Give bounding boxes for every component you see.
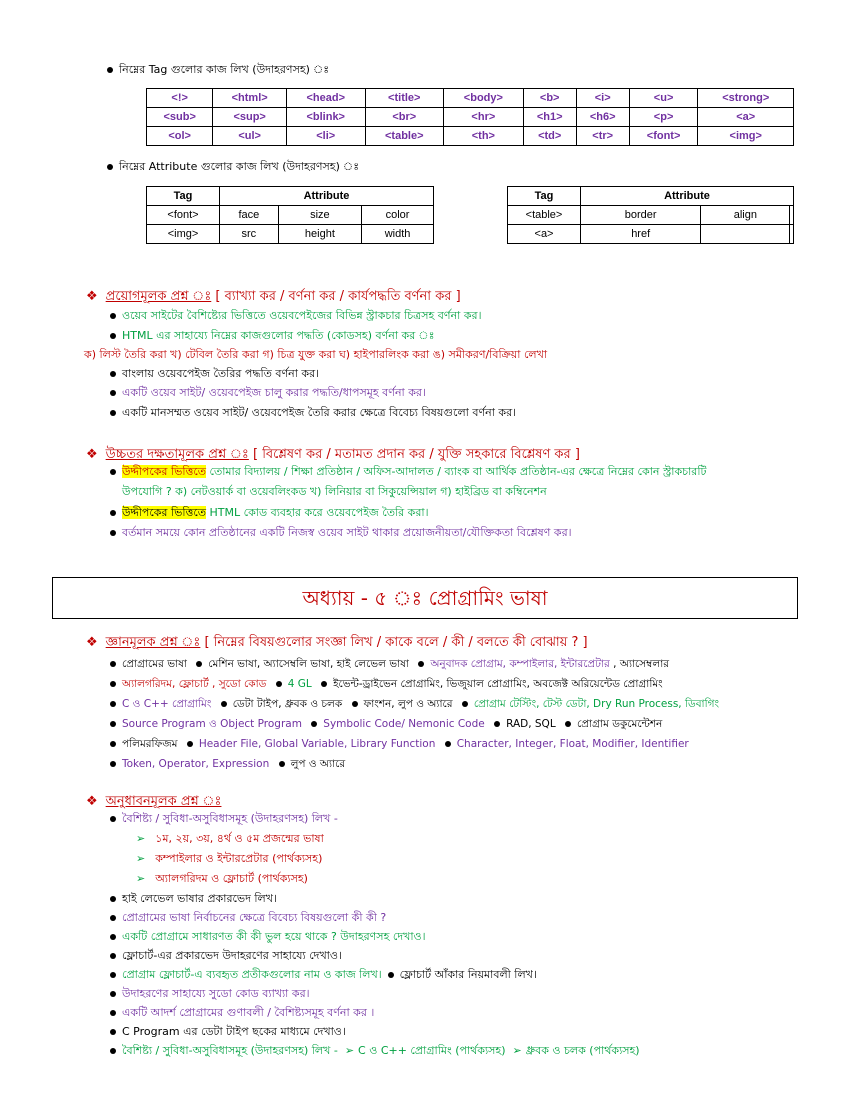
bullet-icon bbox=[352, 701, 358, 707]
knowledge-line: C ও C++ প্রোগ্রামিং ডেটা টাইপ, ধ্রুবক ও চলক ফাংশন, লুপ ও অ্যারে প্রোগ্রাম টেস্টিং, টেস্ট ডেটা, Dry Run Process, ডিবাগিং bbox=[110, 697, 719, 711]
tag-cell: <b> bbox=[523, 89, 576, 108]
bullet-icon bbox=[110, 721, 116, 727]
bullet-icon bbox=[107, 67, 113, 73]
tag-cell: <li> bbox=[286, 127, 365, 146]
knowledge-line: প্রোগ্রামের ভাষা মেশিন ভাষা, অ্যাসেম্বলি ভাষা, হাই লেভেল ভাষা অনুবাদক প্রোগ্রাম, কম্পাইলার, ইন্টারপ্রেটার , অ্যাসেম্বলার bbox=[110, 657, 669, 671]
applied-item: একটি মানসম্মত ওয়েব সাইট/ ওয়েবপেইজ তৈরি করার ক্ষেত্রে বিবেচ্য বিষয়গুলো বর্ণনা কর। bbox=[110, 406, 516, 420]
tag-cell: <img> bbox=[698, 127, 794, 146]
tag-cell: <head> bbox=[286, 89, 365, 108]
applied-item: একটি ওয়েব সাইট/ ওয়েবপেইজ চালু করার পদ্ধতি/ধাপসমূহ বর্ণনা কর। bbox=[110, 386, 426, 400]
bullet-icon bbox=[321, 681, 327, 687]
arrow-icon: ➢ bbox=[512, 1044, 522, 1057]
tag-cell: <th> bbox=[444, 127, 524, 146]
bullet-icon bbox=[110, 410, 116, 416]
attr-table-right bbox=[507, 186, 794, 244]
bullet-icon bbox=[110, 972, 116, 978]
tag-cell: <!> bbox=[147, 89, 213, 108]
attr-table-left bbox=[146, 186, 434, 244]
tag-cell: <hr> bbox=[444, 108, 524, 127]
tag-cell: <u> bbox=[629, 89, 698, 108]
applied-heading: ❖ প্রয়োগমূলক প্রশ্ন ঃ [ ব্যাখ্যা কর / বর্ণনা কর / কার্যপদ্ধতি বর্ণনা কর ] bbox=[86, 289, 461, 304]
bullet-icon bbox=[110, 313, 116, 319]
tag-cell: <i> bbox=[576, 89, 629, 108]
bullet-icon bbox=[110, 816, 116, 822]
arrow-icon: ➢ bbox=[136, 872, 146, 885]
bullet-icon bbox=[462, 701, 468, 707]
bullet-icon bbox=[279, 761, 285, 767]
tag-cell: <ul> bbox=[213, 127, 287, 146]
tag-cell: <ol> bbox=[147, 127, 213, 146]
higher-item: বর্তমান সময়ে কোন প্রতিষ্ঠানের একটি নিজস্ব ওয়েব সাইট থাকার প্রয়োজনীয়তা/যৌক্তিকতা বিশ্লেষণ কর। bbox=[110, 526, 572, 540]
tag-cell: <p> bbox=[629, 108, 698, 127]
bullet-icon bbox=[110, 915, 116, 921]
comprehension-item: বৈশিষ্ট্য / সুবিধা-অসুবিধাসমূহ (উদাহরণসহ) লিখ - ➢ C ও C++ প্রোগ্রামিং (পার্থক্যসহ) ➢ ধ্রুবক ও চলক (পার্থক্যসহ) bbox=[110, 1044, 640, 1058]
comprehension-subitem: ➢ কম্পাইলার ও ইন্টারপ্রেটার (পার্থক্যসহ) bbox=[136, 852, 323, 865]
arrow-icon: ➢ bbox=[136, 852, 146, 865]
knowledge-line: Source Program ও Object Program Symbolic Code/ Nemonic Code RAD, SQL প্রোগ্রাম ডকুমেন্টেশন bbox=[110, 717, 662, 731]
attr-header-tag: Tag bbox=[147, 187, 220, 206]
bullet-icon bbox=[196, 661, 202, 667]
higher-item-cont: উপযোগি ? ক) নেটওয়ার্ক বা ওয়েবলিংকড খ) লিনিয়ার বা সিকুয়েন্সিয়াল গ) হাইব্রিড বা কম্বিনেশন bbox=[122, 485, 547, 498]
bullet-icon bbox=[110, 333, 116, 339]
diamond-icon: ❖ bbox=[86, 289, 98, 304]
bullet-icon bbox=[110, 530, 116, 536]
knowledge-line: পলিমরফিজম Header File, Global Variable, Library Function Character, Integer, Float, Modifier, Identifier bbox=[110, 737, 689, 751]
comprehension-item: উদাহরণের সাহায্যে সুডো কোড ব্যাখ্যা কর। bbox=[110, 987, 310, 1001]
tag-cell: <strong> bbox=[698, 89, 794, 108]
bullet-icon bbox=[110, 1010, 116, 1016]
tag-cell: <sub> bbox=[147, 108, 213, 127]
attr-header-attribute: Attribute bbox=[220, 187, 434, 206]
bullet-icon bbox=[221, 701, 227, 707]
tag-cell: <font> bbox=[629, 127, 698, 146]
diamond-icon: ❖ bbox=[86, 447, 98, 462]
knowledge-line: অ্যালগরিদম, ফ্লোচার্ট , সুডো কোড 4 GL ইভেন্ট-ড্রাইভেন প্রোগ্রামিং, ভিজুয়াল প্রোগ্রামিং, অবজেক্ট অরিয়েন্টেড প্রোগ্রামিং bbox=[110, 677, 663, 691]
comprehension-item: ফ্লোচার্ট-এর প্রকারভেদ উদাহরণের সাহায্যে দেখাও। bbox=[110, 949, 342, 963]
applied-subitem: ক) লিস্ট তৈরি করা খ) টেবিল তৈরি করা গ) চিত্র যুক্ত করা ঘ) হাইপারলিংক করা ঙ) সমীকরণ/বিক্রিয়া লেখা bbox=[84, 348, 548, 361]
tag-section-intro: নিম্নের Tag গুলোর কাজ লিখ (উদাহরণসহ) ঃ bbox=[107, 63, 329, 77]
tag-cell: <h6> bbox=[576, 108, 629, 127]
comprehension-item: প্রোগ্রাম ফ্লোচার্ট-এ ব্যবহৃত প্রতীকগুলোর নাম ও কাজ লিখ। ফ্লোচার্ট আঁকার নিয়মাবলী লিখ। bbox=[110, 968, 537, 982]
table-row: <a> href bbox=[508, 225, 794, 244]
bullet-icon bbox=[107, 164, 113, 170]
table-row: <img> src height width bbox=[147, 225, 434, 244]
bullet-icon bbox=[110, 896, 116, 902]
higher-item: উদ্দীপকের ভিত্তিতে তোমার বিদ্যালয় / শিক্ষা প্রতিষ্ঠান / অফিস-আদালত / ব্যাংক বা আর্থিক প্রতিষ্ঠান-এর ক্ষেত্রে নিম্নের কোন স্ট্রাকচারটি bbox=[110, 465, 707, 479]
tag-cell: <sup> bbox=[213, 108, 287, 127]
bullet-icon bbox=[110, 371, 116, 377]
higher-item: উদ্দীপকের ভিত্তিতে HTML কোড ব্যবহার করে ওয়েবপেইজ তৈরি করা। bbox=[110, 506, 429, 520]
tag-table bbox=[146, 88, 794, 146]
attr-section-intro: নিম্নের Attribute গুলোর কাজ লিখ (উদাহরণসহ) ঃ bbox=[107, 160, 359, 174]
bullet-icon bbox=[110, 1029, 116, 1035]
bullet-icon bbox=[311, 721, 317, 727]
tag-cell: <blink> bbox=[286, 108, 365, 127]
tag-cell: <body> bbox=[444, 89, 524, 108]
bullet-icon bbox=[110, 701, 116, 707]
attr-header-attribute: Attribute bbox=[581, 187, 794, 206]
bullet-icon bbox=[110, 991, 116, 997]
comprehension-item: হাই লেভেল ভাষার প্রকারভেদ লিখ। bbox=[110, 892, 277, 906]
tag-cell: <td> bbox=[523, 127, 576, 146]
tag-cell: <table> bbox=[365, 127, 444, 146]
attr-header-tag: Tag bbox=[508, 187, 581, 206]
knowledge-line: Token, Operator, Expression লুপ ও অ্যারে bbox=[110, 757, 345, 771]
tag-row bbox=[147, 127, 794, 146]
bullet-icon bbox=[110, 934, 116, 940]
comprehension-item: একটি আদর্শ প্রোগ্রামের গুণাবলী / বৈশিষ্ট্যসমূহ বর্ণনা কর । bbox=[110, 1006, 374, 1020]
bullet-icon bbox=[494, 721, 500, 727]
tag-cell: <tr> bbox=[576, 127, 629, 146]
table-row: <font> face size color bbox=[147, 206, 434, 225]
bullet-icon bbox=[110, 661, 116, 667]
diamond-icon: ❖ bbox=[86, 794, 98, 809]
tag-cell: <h1> bbox=[523, 108, 576, 127]
arrow-icon: ➢ bbox=[344, 1044, 355, 1057]
comprehension-subitem: ➢ ১ম, ২য়, ৩য়, ৪র্থ ও ৫ম প্রজন্মের ভাষা bbox=[136, 832, 324, 845]
bullet-icon bbox=[110, 510, 116, 516]
bullet-icon bbox=[110, 953, 116, 959]
table-row: <table> border align bbox=[508, 206, 794, 225]
comprehension-item: C Program এর ডেটা টাইপ ছকের মাধ্যমে দেখাও। bbox=[110, 1025, 346, 1039]
bullet-icon bbox=[418, 661, 424, 667]
tag-cell: <a> bbox=[698, 108, 794, 127]
comprehension-item: বৈশিষ্ট্য / সুবিধা-অসুবিধাসমূহ (উদাহরণসহ) লিখ - bbox=[110, 812, 338, 826]
applied-item: বাংলায় ওয়েবপেইজ তৈরির পদ্ধতি বর্ণনা কর। bbox=[110, 367, 319, 381]
bullet-icon bbox=[187, 741, 193, 747]
bullet-icon bbox=[110, 681, 116, 687]
bullet-icon bbox=[565, 721, 571, 727]
bullet-icon bbox=[110, 741, 116, 747]
comprehension-subitem: ➢ অ্যালগরিদম ও ফ্লোচার্ট (পার্থক্যসহ) bbox=[136, 872, 308, 885]
arrow-icon: ➢ bbox=[136, 832, 146, 845]
higher-heading: ❖ উচ্চতর দক্ষতামূলক প্রশ্ন ঃ [ বিশ্লেষণ কর / মতামত প্রদান কর / যুক্তি সহকারে বিশ্লেষণ কর ] bbox=[86, 447, 580, 462]
tag-row bbox=[147, 89, 794, 108]
bullet-icon bbox=[445, 741, 451, 747]
chapter-title: অধ্যায় - ৫ ঃ প্রোগ্রামিং ভাষা bbox=[52, 577, 798, 619]
comprehension-item: একটি প্রোগ্রামে সাধারণত কী কী ভুল হয়ে থাকে ? উদাহরণসহ দেখাও। bbox=[110, 930, 426, 944]
applied-item: ওয়েব সাইটের বৈশিষ্ট্যের ভিত্তিতে ওয়েবপেইজের বিভিন্ন স্ট্রাকচার চিত্রসহ বর্ণনা কর। bbox=[110, 309, 482, 323]
tag-cell: <br> bbox=[365, 108, 444, 127]
knowledge-heading: ❖ জ্ঞানমূলক প্রশ্ন ঃ [ নিম্নের বিষয়গুলোর সংজ্ঞা লিখ / কাকে বলে / কী / বলতে কী বোঝায় ? ] bbox=[86, 635, 588, 650]
tag-cell: <title> bbox=[365, 89, 444, 108]
tag-cell: <html> bbox=[213, 89, 287, 108]
bullet-icon bbox=[110, 469, 116, 475]
comprehension-heading: ❖ অনুধাবনমূলক প্রশ্ন ঃ bbox=[86, 794, 222, 809]
diamond-icon: ❖ bbox=[86, 635, 98, 650]
tag-row bbox=[147, 108, 794, 127]
bullet-icon bbox=[110, 1048, 116, 1054]
bullet-icon bbox=[110, 390, 116, 396]
applied-item: HTML এর সাহায্যে নিম্নের কাজগুলোর পদ্ধতি (কোডসহ) বর্ণনা কর ঃ bbox=[110, 329, 434, 343]
comprehension-item: প্রোগ্রামের ভাষা নির্বাচনের ক্ষেত্রে বিবেচ্য বিষয়গুলো কী কী ? bbox=[110, 911, 386, 925]
bullet-icon bbox=[110, 761, 116, 767]
bullet-icon bbox=[388, 972, 394, 978]
bullet-icon bbox=[276, 681, 282, 687]
